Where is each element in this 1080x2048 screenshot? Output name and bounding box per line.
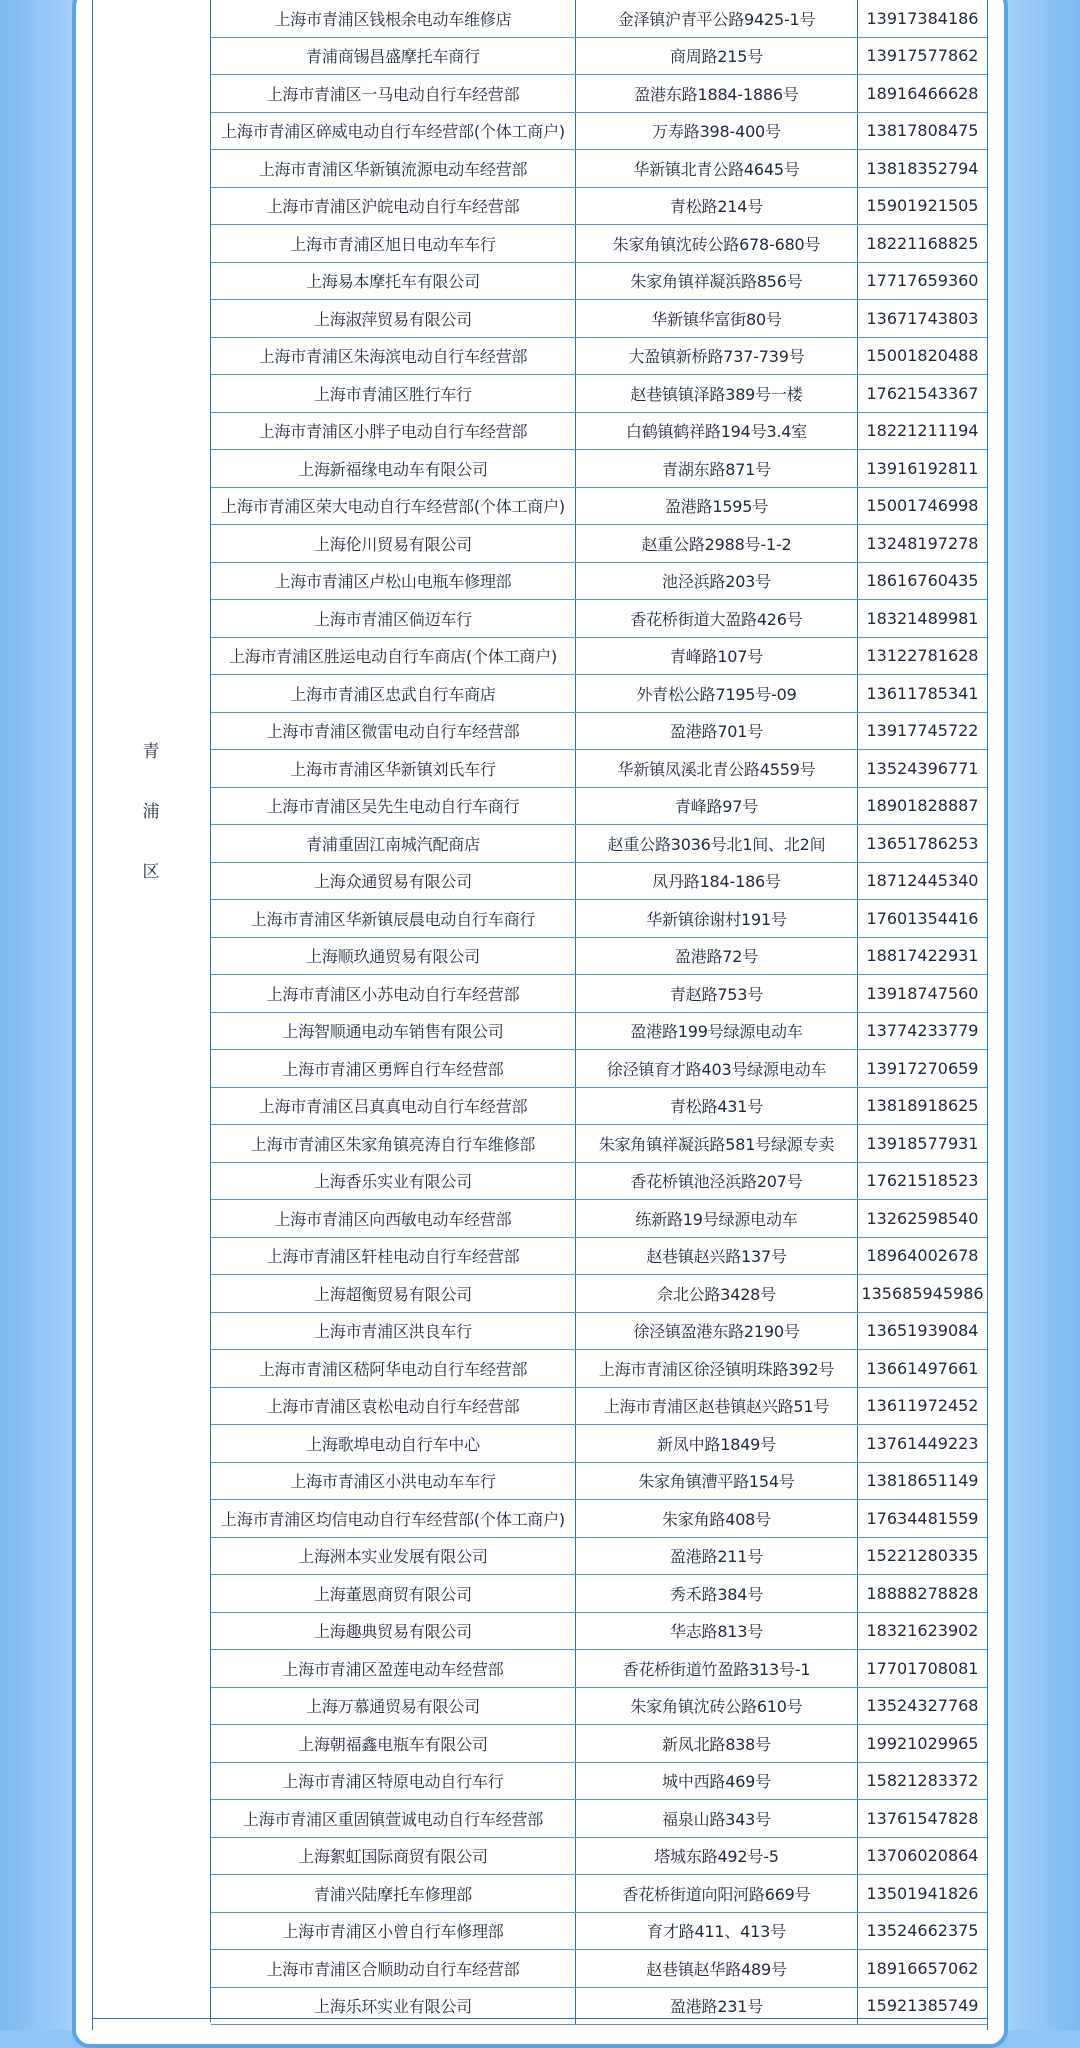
dealer-phone-cell: 15221280335 [866,1546,979,1566]
dealer-name-cell: 上海市青浦区吴先生电动自行车商行 [211,788,576,825]
table-row [211,1388,987,1426]
dealer-phone-cell: 18817422931 [866,946,979,966]
dealer-phone-cell: 18712445340 [866,871,979,891]
dealer-address-cell: 赵重公路2988号-1-2 [576,525,858,562]
dealer-address-cell: 青湖东路871号 [576,450,858,487]
dealer-phone-cell: 13671743803 [866,308,979,328]
table-row [211,188,987,226]
dealer-address-cell: 池泾浜路203号 [576,563,858,600]
table-row [211,1463,987,1501]
dealer-name-cell: 青浦商锡昌盛摩托车商行 [211,38,576,75]
dealer-address-cell: 华新镇华富街80号 [576,300,858,337]
table-row [211,938,987,976]
dealer-name-cell: 上海市青浦区嵇阿华电动自行车经营部 [211,1350,576,1387]
dealer-address-cell: 青峰路97号 [576,788,858,825]
dealer-address-cell: 青峰路107号 [576,638,858,675]
table-row [211,1313,987,1351]
dealer-phone-cell: 18964002678 [866,1246,979,1266]
table-row [211,1238,987,1276]
dealer-phone-cell: 13916192811 [866,458,979,478]
dealer-table [92,0,988,2030]
dealer-phone-cell: 17634481559 [866,1508,979,1528]
table-row [211,975,987,1013]
dealer-address-cell: 练新路19号绿源电动车 [576,1200,858,1237]
dealer-address-cell: 盈港路1595号 [576,488,858,525]
table-row [211,75,987,113]
dealer-phone-cell: 13524396771 [866,758,979,778]
table-row [211,263,987,301]
dealer-name-cell: 上海新福缘电动车有限公司 [211,450,576,487]
dealer-phone-cell: 13524327768 [866,1696,979,1716]
dealer-address-cell: 万寿路398-400号 [576,113,858,150]
dealer-phone-cell: 17701708081 [866,1658,979,1678]
table-row [211,1013,987,1051]
dealer-name-cell: 上海市青浦区胜行车行 [211,375,576,412]
dealer-name-cell: 上海市青浦区袁松电动自行车经营部 [211,1388,576,1425]
dealer-name-cell: 上海香乐实业有限公司 [211,1163,576,1200]
dealer-address-cell: 华新镇北青公路4645号 [576,150,858,187]
table-row [211,863,987,901]
dealer-address-cell: 赵巷镇镇泽路389号一楼 [576,375,858,412]
table-row [211,1575,987,1613]
table-row [211,150,987,188]
table-row [211,1200,987,1238]
district-char: 青 [142,742,160,762]
dealer-name-cell: 上海市青浦区荣大电动自行车经营部(个体工商户) [211,488,576,525]
dealer-phone-cell: 13248197278 [866,533,979,553]
table-bottom-border [93,2018,987,2031]
table-row [211,300,987,338]
dealer-address-cell: 朱家角路408号 [576,1500,858,1537]
table-row [211,638,987,676]
dealer-address-cell: 大盈镇新桥路737-739号 [576,338,858,375]
dealer-address-cell: 盈港路72号 [576,938,858,975]
dealer-address-cell: 福泉山路343号 [576,1800,858,1837]
dealer-phone-cell: 13817808475 [866,121,979,141]
dealer-phone-cell: 13917577862 [866,46,979,66]
dealer-name-cell: 上海市青浦区钱根余电动车维修店 [211,0,576,37]
dealer-phone-cell: 135685945986 [861,1283,984,1303]
dealer-address-cell: 香花桥镇池泾浜路207号 [576,1163,858,1200]
dealer-address-cell: 徐泾镇育才路403号绿源电动车 [576,1050,858,1087]
table-row [211,1275,987,1313]
table-row [211,1350,987,1388]
dealer-phone-cell: 13917384186 [866,8,979,28]
table-row [211,825,987,863]
dealer-address-cell: 香花桥街道大盈路426号 [576,600,858,637]
dealer-name-cell: 上海市青浦区吕真真电动自行车经营部 [211,1088,576,1125]
dealer-name-cell: 上海市青浦区倘迈车行 [211,600,576,637]
dealer-address-cell: 上海市青浦区赵巷镇赵兴路51号 [576,1388,858,1425]
dealer-name-cell: 上海市青浦区轩桂电动自行车经营部 [211,1238,576,1275]
dealer-address-cell: 青松路214号 [576,188,858,225]
table-row [211,600,987,638]
dealer-address-cell: 赵巷镇赵兴路137号 [576,1238,858,1275]
dealer-name-cell: 上海市青浦区旭日电动车车行 [211,225,576,262]
dealer-phone-cell: 15821283372 [866,1771,979,1791]
dealer-name-cell: 上海市青浦区重固镇萱诚电动自行车经营部 [211,1800,576,1837]
district-char: 区 [142,862,160,882]
table-row [211,488,987,526]
dealer-name-cell: 上海市青浦区胜运电动自行车商店(个体工商户) [211,638,576,675]
dealer-phone-cell: 17621518523 [866,1171,979,1191]
dealer-phone-cell: 18321623902 [866,1621,979,1641]
dealer-phone-cell: 15901921505 [866,196,979,216]
table-row [211,38,987,76]
dealer-address-cell: 佘北公路3428号 [576,1275,858,1312]
dealer-name-cell: 上海朝福鑫电瓶车有限公司 [211,1725,576,1762]
dealer-name-cell: 上海市青浦区华新镇刘氏车行 [211,750,576,787]
dealer-name-cell: 上海市青浦区碎威电动自行车经营部(个体工商户) [211,113,576,150]
dealer-name-cell: 青浦兴陆摩托车修理部 [211,1875,576,1912]
dealer-name-cell: 上海市青浦区朱海滨电动自行车经营部 [211,338,576,375]
dealer-name-cell: 上海市青浦区合顺助动自行车经营部 [211,1950,576,1987]
dealer-name-cell: 上海市青浦区小洪电动车车行 [211,1463,576,1500]
dealer-address-cell: 凤丹路184-186号 [576,863,858,900]
dealer-name-cell: 青浦重固江南城汽配商店 [211,825,576,862]
dealer-name-cell: 上海市青浦区小胖子电动自行车经营部 [211,413,576,450]
table-row [211,1838,987,1876]
district-column [93,0,211,2022]
dealer-address-cell: 朱家角镇漕平路154号 [576,1463,858,1500]
dealer-address-cell: 赵巷镇赵华路489号 [576,1950,858,1987]
table-row [211,0,987,38]
dealer-name-cell: 上海淑萍贸易有限公司 [211,300,576,337]
table-row [211,1913,987,1951]
dealer-phone-cell: 13818918625 [866,1096,979,1116]
dealer-name-cell: 上海歌埠电动自行车中心 [211,1425,576,1462]
dealer-name-cell: 上海市青浦区沪皖电动自行车经营部 [211,188,576,225]
dealer-address-cell: 塔城东路492号-5 [576,1838,858,1875]
dealer-phone-cell: 13611972452 [866,1396,979,1416]
dealer-phone-cell: 13818352794 [866,158,979,178]
dealer-name-cell: 上海市青浦区忠武自行车商店 [211,675,576,712]
dealer-name-cell: 上海市青浦区特原电动自行车行 [211,1763,576,1800]
dealer-phone-cell: 15001820488 [866,346,979,366]
dealer-name-cell: 上海市青浦区盈莲电动车经营部 [211,1650,576,1687]
dealer-address-cell: 商周路215号 [576,38,858,75]
table-row [211,1425,987,1463]
dealer-address-cell: 朱家角镇沈砖公路678-680号 [576,225,858,262]
dealer-phone-cell: 13661497661 [866,1358,979,1378]
dealer-phone-cell: 13918577931 [866,1133,979,1153]
table-row [211,1688,987,1726]
table-row [211,375,987,413]
dealer-address-cell: 城中西路469号 [576,1763,858,1800]
dealer-phone-cell: 13524662375 [866,1921,979,1941]
dealer-name-cell: 上海众通贸易有限公司 [211,863,576,900]
dealer-name-cell: 上海乐环实业有限公司 [211,1988,576,2025]
dealer-address-cell: 盈港路199号绿源电动车 [576,1013,858,1050]
table-row [211,1650,987,1688]
dealer-name-cell: 上海超衡贸易有限公司 [211,1275,576,1312]
dealer-name-cell: 上海市青浦区一马电动自行车经营部 [211,75,576,112]
dealer-phone-cell: 13651786253 [866,833,979,853]
dealer-name-cell: 上海市青浦区小苏电动自行车经营部 [211,975,576,1012]
dealer-name-cell: 上海洲本实业发展有限公司 [211,1538,576,1575]
dealer-address-cell: 华新镇徐谢村191号 [576,900,858,937]
dealer-phone-cell: 18221211194 [866,421,979,441]
dealer-phone-cell: 13262598540 [866,1208,979,1228]
dealer-address-cell: 香花桥街道竹盈路313号-1 [576,1650,858,1687]
dealer-phone-cell: 18916657062 [866,1958,979,1978]
dealer-phone-cell: 13611785341 [866,683,979,703]
table-row [211,225,987,263]
dealer-address-cell: 盈港东路1884-1886号 [576,75,858,112]
dealer-phone-cell: 18888278828 [866,1583,979,1603]
dealer-phone-cell: 13917270659 [866,1058,979,1078]
dealer-phone-cell: 13761547828 [866,1808,979,1828]
dealer-name-cell: 上海市青浦区洪良车行 [211,1313,576,1350]
dealer-phone-cell: 15001746998 [866,496,979,516]
table-row [211,525,987,563]
table-row [211,1500,987,1538]
table-rows [211,0,987,2025]
dealer-address-cell: 青松路431号 [576,1088,858,1125]
table-row [211,563,987,601]
table-row [211,1950,987,1988]
dealer-address-cell: 华新镇凤溪北青公路4559号 [576,750,858,787]
dealer-name-cell: 上海市青浦区勇辉自行车经营部 [211,1050,576,1087]
dealer-phone-cell: 13774233779 [866,1021,979,1041]
dealer-phone-cell: 15921385749 [866,1996,979,2016]
dealer-address-cell: 盈港路211号 [576,1538,858,1575]
dealer-phone-cell: 17621543367 [866,383,979,403]
dealer-address-cell: 秀禾路384号 [576,1575,858,1612]
dealer-phone-cell: 18221168825 [866,233,979,253]
table-row [211,113,987,151]
table-row [211,788,987,826]
dealer-phone-cell: 13918747560 [866,983,979,1003]
dealer-name-cell: 上海伦川贸易有限公司 [211,525,576,562]
dealer-address-cell: 徐泾镇盈港东路2190号 [576,1313,858,1350]
dealer-address-cell: 青赵路753号 [576,975,858,1012]
dealer-phone-cell: 13706020864 [866,1846,979,1866]
dealer-address-cell: 华志路813号 [576,1613,858,1650]
dealer-address-cell: 上海市青浦区徐泾镇明珠路392号 [576,1350,858,1387]
dealer-phone-cell: 13761449223 [866,1433,979,1453]
dealer-phone-cell: 13651939084 [866,1321,979,1341]
dealer-name-cell: 上海市青浦区微雷电动自行车经营部 [211,713,576,750]
dealer-address-cell: 盈港路701号 [576,713,858,750]
table-row [211,1763,987,1801]
table-row [211,675,987,713]
table-row [211,450,987,488]
dealer-address-cell: 朱家角镇沈砖公路610号 [576,1688,858,1725]
dealer-address-cell: 新凤中路1849号 [576,1425,858,1462]
table-row [211,1163,987,1201]
dealer-name-cell: 上海市青浦区华新镇辰晨电动自行车商行 [211,900,576,937]
table-row [211,1050,987,1088]
dealer-address-cell: 朱家角镇祥凝浜路856号 [576,263,858,300]
dealer-address-cell: 朱家角镇祥凝浜路581号绿源专卖 [576,1125,858,1162]
table-row [211,1875,987,1913]
dealer-address-cell: 育才路411、413号 [576,1913,858,1950]
dealer-address-cell: 赵重公路3036号北1间、北2间 [576,825,858,862]
district-char: 浦 [142,802,160,822]
dealer-name-cell: 上海智顺通电动车销售有限公司 [211,1013,576,1050]
dealer-phone-cell: 18321489981 [866,608,979,628]
dealer-phone-cell: 18916466628 [866,83,979,103]
dealer-phone-cell: 13122781628 [866,646,979,666]
dealer-phone-cell: 13917745722 [866,721,979,741]
dealer-name-cell: 上海市青浦区小曾自行车修理部 [211,1913,576,1950]
dealer-address-cell: 白鹤镇鹤祥路194号3.4室 [576,413,858,450]
table-row [211,1088,987,1126]
dealer-name-cell: 上海趣典贸易有限公司 [211,1613,576,1650]
dealer-name-cell: 上海万慕通贸易有限公司 [211,1688,576,1725]
dealer-name-cell: 上海易本摩托车有限公司 [211,263,576,300]
dealer-name-cell: 上海市青浦区向西敏电动车经营部 [211,1200,576,1237]
dealer-name-cell: 上海顺玖通贸易有限公司 [211,938,576,975]
dealer-name-cell: 上海市青浦区华新镇流源电动车经营部 [211,150,576,187]
dealer-phone-cell: 13818651149 [866,1471,979,1491]
dealer-phone-cell: 17601354416 [866,908,979,928]
dealer-address-cell: 盈港路231号 [576,1988,858,2025]
dealer-address-cell: 外青松公路7195号-09 [576,675,858,712]
dealer-address-cell: 金泽镇沪青平公路9425-1号 [576,0,858,37]
dealer-address-cell: 新凤北路838号 [576,1725,858,1762]
table-row [211,1125,987,1163]
table-row [211,750,987,788]
dealer-name-cell: 上海市青浦区均信电动自行车经营部(个体工商户) [211,1500,576,1537]
dealer-phone-cell: 17717659360 [866,271,979,291]
table-row [211,713,987,751]
table-row [211,413,987,451]
dealer-phone-cell: 19921029965 [866,1733,979,1753]
dealer-phone-cell: 18616760435 [866,571,979,591]
dealer-name-cell: 上海董恩商贸有限公司 [211,1575,576,1612]
dealer-name-cell: 上海絮虹国际商贸有限公司 [211,1838,576,1875]
dealer-phone-cell: 13501941826 [866,1883,979,1903]
table-row [211,1800,987,1838]
table-row [211,338,987,376]
dealer-phone-cell: 18901828887 [866,796,979,816]
table-row [211,900,987,938]
district-label [93,722,209,902]
table-row [211,1725,987,1763]
table-row [211,1613,987,1651]
table-row [211,1538,987,1576]
dealer-address-cell: 香花桥街道向阳河路669号 [576,1875,858,1912]
dealer-name-cell: 上海市青浦区卢松山电瓶车修理部 [211,563,576,600]
dealer-name-cell: 上海市青浦区朱家角镇亮涛自行车维修部 [211,1125,576,1162]
